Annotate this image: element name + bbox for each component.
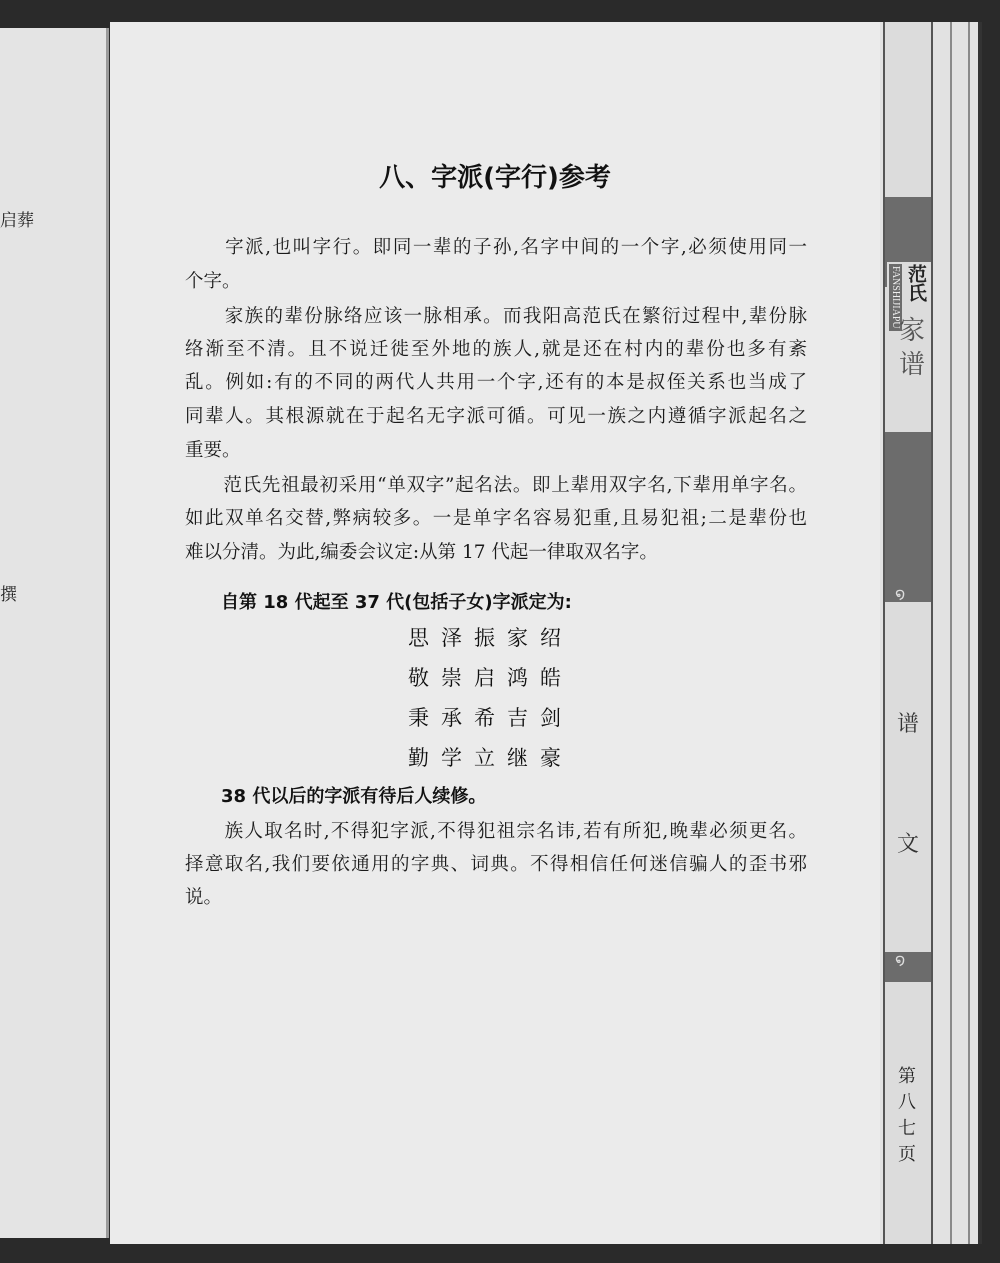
cloud-ornament-icon: ໑ (895, 950, 906, 969)
paragraph-line: 族人取名时,不得犯字派,不得犯祖宗名讳,若有所犯,晚辈必须更名。 (185, 821, 807, 842)
generation-names-row: 秉承希吉剑 (408, 706, 573, 730)
paragraph-line: 如此双单名交替,弊病较多。一是单字名容易犯重,且易犯祖;二是辈份也 (185, 508, 807, 529)
paragraph-line: 乱。例如:有的不同的两代人共用一个字,还有的本是叔侄关系也当成了 (185, 372, 807, 393)
generation-names-row: 勤学立继豪 (408, 746, 573, 770)
paragraph-line: 范氏先祖最初采用“单双字”起名法。即上辈用双字名,下辈用单字名。 (185, 475, 807, 496)
brand-latin: FANSHIJIAPU (890, 266, 901, 329)
paragraph-line: 家族的辈份脉络应该一脉相承。而我阳高范氏在繁衍过程中,辈份脉 (185, 306, 807, 327)
generation-names-row: 思泽振家绍 (408, 626, 573, 650)
paragraph-line: 重要。 (185, 440, 241, 461)
paragraph-line: 择意取名,我们要依通用的字典、词典。不得相信任何迷信骗人的歪书邪 (185, 854, 807, 875)
brand-logo (887, 262, 931, 427)
paragraph-line: 同辈人。其根源就在于起名无字派可循。可见一族之内遵循字派起名之 (185, 406, 807, 427)
brand-char: 谱 (899, 350, 926, 380)
left-page (0, 28, 109, 1238)
section-char: 文 (897, 832, 920, 857)
paragraph-line: 说。 (185, 887, 223, 908)
page-number-char: 第 (898, 1066, 916, 1087)
side-tab (883, 22, 933, 1244)
right-page (110, 22, 880, 1244)
paragraph-line: 难以分清。为此,编委会议定:从第 17 代起一律取双名字。 (185, 542, 658, 563)
left-page-fragment: 启葬 (0, 211, 34, 231)
page-number-char: 七 (898, 1118, 916, 1139)
page-number-char: 页 (898, 1144, 916, 1165)
page-number-char: 八 (898, 1092, 916, 1113)
paragraph-line: 个字。 (185, 271, 241, 292)
paragraph-line: 络渐至不清。且不说迁徙至外地的族人,就是还在村内的辈份也多有紊 (185, 339, 807, 360)
section-char: 谱 (897, 712, 920, 737)
paragraph-line: 字派,也叫字行。即同一辈的子孙,名字中间的一个字,必须使用同一 (185, 237, 807, 258)
cloud-ornament-icon: ໑ (895, 584, 906, 603)
generation-heading: 自第 18 代起至 37 代(包括子女)字派定为: (221, 592, 572, 613)
page-title: 八、字派(字行)参考 (379, 163, 611, 193)
brand-name: 范氏 (905, 264, 927, 302)
generation-names-row: 敬崇启鸿皓 (408, 666, 573, 690)
left-page-fragment: 撰 (0, 585, 17, 605)
brand-char: 家 (899, 316, 926, 346)
after-note: 38 代以后的字派有待后人续修。 (221, 786, 487, 807)
